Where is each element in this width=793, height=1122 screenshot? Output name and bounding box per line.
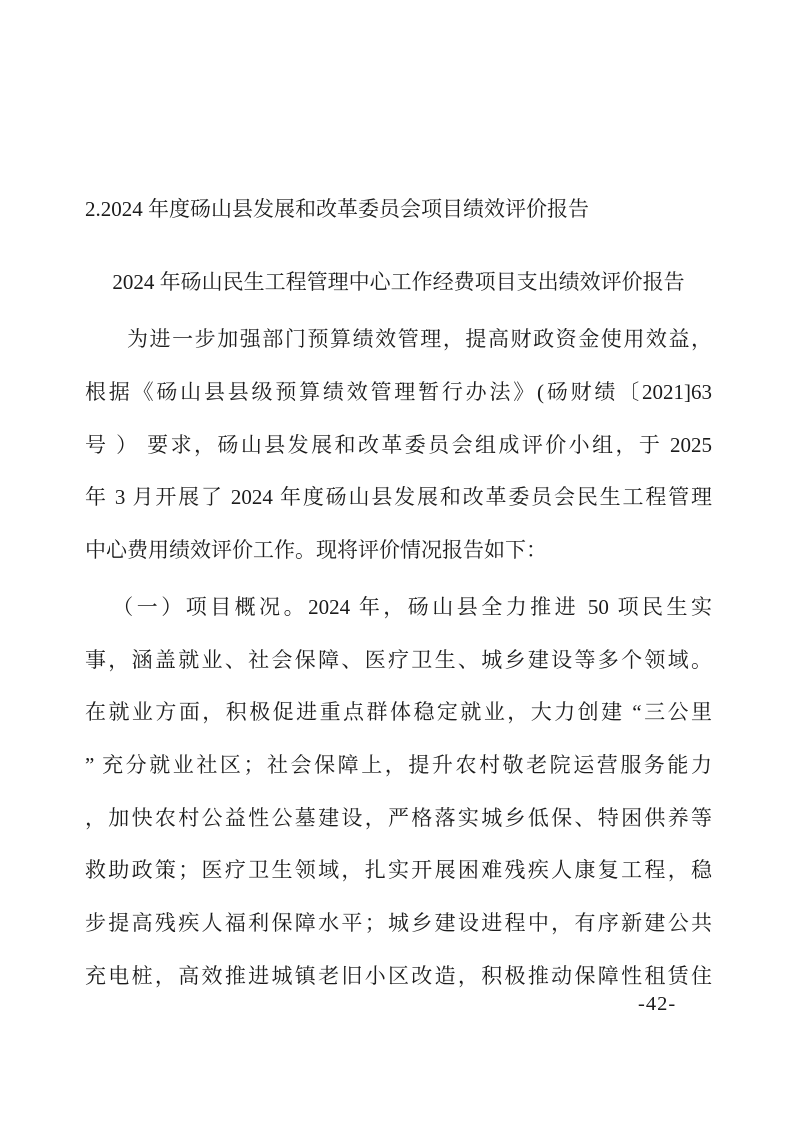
- body-line: 年 3 月开展了 2024 年度砀山县发展和改革委员会民生工程管理: [85, 485, 712, 510]
- body-line: 步提高残疾人福利保障水平；城乡建设进程中，有序新建公共: [85, 910, 712, 935]
- body-line: ，加快农村公益性公墓建设，严格落实城乡低保、特困供养等: [85, 805, 712, 830]
- document-text-column: [85, 183, 712, 1002]
- body-line: 中心费用绩效评价工作。现将评价情况报告如下：: [85, 538, 547, 563]
- body-line: 事，涵盖就业、社会保障、医疗卫生、城乡建设等多个领域。: [85, 647, 712, 672]
- body-line: ” 充分就业社区；社会保障上，提升农村敬老院运营服务能力: [85, 752, 712, 777]
- body-line: 号 ） 要求，砀山县发展和改革委员会组成评价小组，于 2025: [85, 432, 712, 457]
- body-line: （一）项目概况。2024 年，砀山县全力推进 50 项民生实: [112, 594, 712, 619]
- body-line: 在就业方面，积极促进重点群体稳定就业，大力创建 “三公里: [85, 700, 712, 725]
- report-title: 2.2024 年度砀山县发展和改革委员会项目绩效评价报告: [85, 197, 589, 221]
- body-line: 充电桩，高效推进城镇老旧小区改造，积极推动保障性租赁住: [85, 963, 712, 988]
- report-subtitle: 2024 年砀山民生工程管理中心工作经费项目支出绩效评价报告: [112, 269, 685, 294]
- body-line: 救助政策；医疗卫生领域，扎实开展困难残疾人康复工程，稳: [85, 858, 712, 883]
- body-line: 根据《砀山县县级预算绩效管理暂行办法》(砀财绩〔2021]63: [85, 380, 712, 405]
- page-number: -42-: [638, 993, 677, 1015]
- body-line: 为进一步加强部门预算绩效管理，提高财政资金使用效益，: [127, 327, 712, 352]
